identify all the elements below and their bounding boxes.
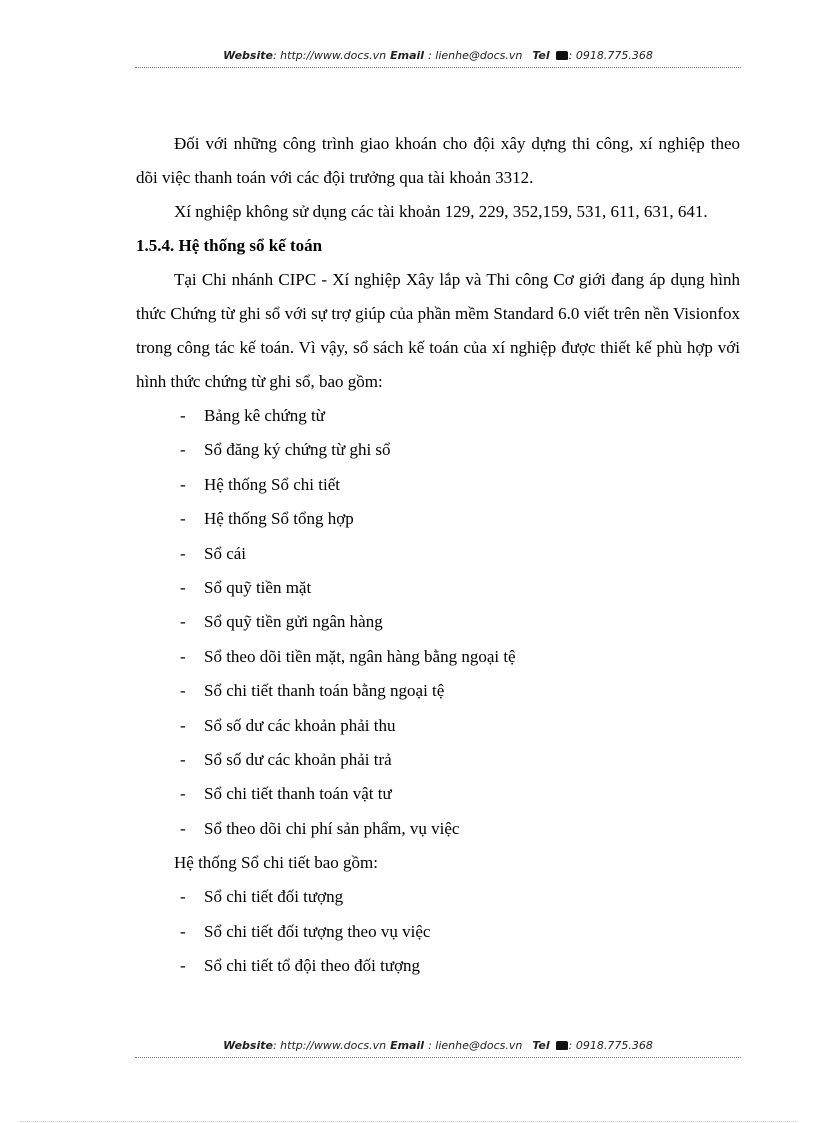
list-item: - Hệ thống Sổ chi tiết: [136, 468, 740, 502]
list-item: - Sổ theo dõi chi phí sản phẩm, vụ việc: [136, 812, 740, 846]
paragraph-1: Đối với những công trình giao khoán cho đội xây dựng thi công, xí nghiệp theo dõi việc thanh toán với các đội trưởng qua tài khoản 3312.: [136, 134, 740, 187]
footer-email-value: : lienhe@docs.vn: [428, 1039, 523, 1052]
list-dash: -: [180, 646, 186, 666]
header-email-value: : lienhe@docs.vn: [428, 49, 523, 62]
phone-icon: [556, 51, 568, 60]
list-item: - Sổ quỹ tiền gửi ngân hàng: [136, 605, 740, 639]
list-dash: -: [180, 578, 186, 598]
list-dash: -: [180, 887, 186, 907]
header-tel-label: Tel: [532, 49, 550, 62]
page-footer: [135, 1039, 741, 1052]
paragraph-3: Tại Chi nhánh CIPC - Xí nghiệp Xây lắp và Thi công Cơ giới đang áp dụng hình thức Chứng từ ghi sổ với sự trợ giúp của phần mềm Standard 6.0 viết trên nền Visionfox trong công tác kế toán. Vì vậy, sổ sách kế toán của xí nghiệp được thiết kế phù hợp với hình thức chứng từ ghi sổ, bao gồm:: [136, 270, 740, 391]
footer-rule: [135, 1057, 741, 1058]
list-dash: -: [180, 818, 186, 838]
list-dash: -: [180, 784, 186, 804]
document-body: [136, 127, 740, 984]
list-item: - Sổ chi tiết thanh toán vật tư: [136, 777, 740, 811]
header-email-label: Email: [390, 49, 425, 62]
list-item: - Sổ số dư các khoản phải trả: [136, 743, 740, 777]
ledger-list: [136, 399, 740, 846]
paragraph-4: Hệ thống Sổ chi tiết bao gồm:: [174, 853, 378, 873]
list-item: - Sổ chi tiết đối tượng: [136, 880, 740, 914]
footer-tel-label: Tel: [532, 1039, 550, 1052]
list-item: - Sổ đăng ký chứng từ ghi sổ: [136, 433, 740, 467]
list-item: - Sổ chi tiết đối tượng theo vụ việc: [136, 915, 740, 949]
header-website-value: : http://www.docs.vn: [272, 49, 387, 62]
detail-ledger-list: [136, 880, 740, 983]
list-item: - Sổ chi tiết thanh toán bằng ngoại tệ: [136, 674, 740, 708]
list-dash: -: [180, 956, 186, 976]
header-rule: [135, 67, 741, 68]
list-item: - Sổ chi tiết tổ đội theo đối tượng: [136, 949, 740, 983]
footer-email-label: Email: [390, 1039, 425, 1052]
list-dash: -: [180, 543, 186, 563]
header-tel-value: : 0918.775.368: [568, 49, 653, 62]
list-dash: -: [180, 715, 186, 735]
section-heading: 1.5.4. Hệ thống sổ kế toán: [136, 236, 323, 255]
list-item: - Bảng kê chứng từ: [136, 399, 740, 433]
phone-icon: [556, 1041, 568, 1050]
list-item: - Sổ số dư các khoản phải thu: [136, 709, 740, 743]
footer-website-value: : http://www.docs.vn: [272, 1039, 387, 1052]
list-dash: -: [180, 681, 186, 701]
footer-website-label: Website: [223, 1039, 273, 1052]
list-dash: -: [180, 750, 186, 770]
page-header: [135, 49, 741, 62]
list-dash: -: [180, 406, 186, 425]
list-item: - Sổ theo dõi tiền mặt, ngân hàng bằng ngoại tệ: [136, 640, 740, 674]
list-item: - Sổ cái: [136, 537, 740, 571]
list-item: - Sổ quỹ tiền mặt: [136, 571, 740, 605]
list-dash: -: [180, 921, 186, 941]
paragraph-2: Xí nghiệp không sử dụng các tài khoản 129, 229, 352,159, 531, 611, 631, 641.: [174, 202, 708, 221]
list-dash: -: [180, 474, 186, 494]
list-item: - Hệ thống Sổ tổng hợp: [136, 502, 740, 536]
footer-tel-value: : 0918.775.368: [568, 1039, 653, 1052]
page-edge-rule: [20, 1121, 796, 1122]
list-dash: -: [180, 509, 186, 529]
header-website-label: Website: [223, 49, 273, 62]
list-dash: -: [180, 440, 186, 460]
list-dash: -: [180, 612, 186, 632]
